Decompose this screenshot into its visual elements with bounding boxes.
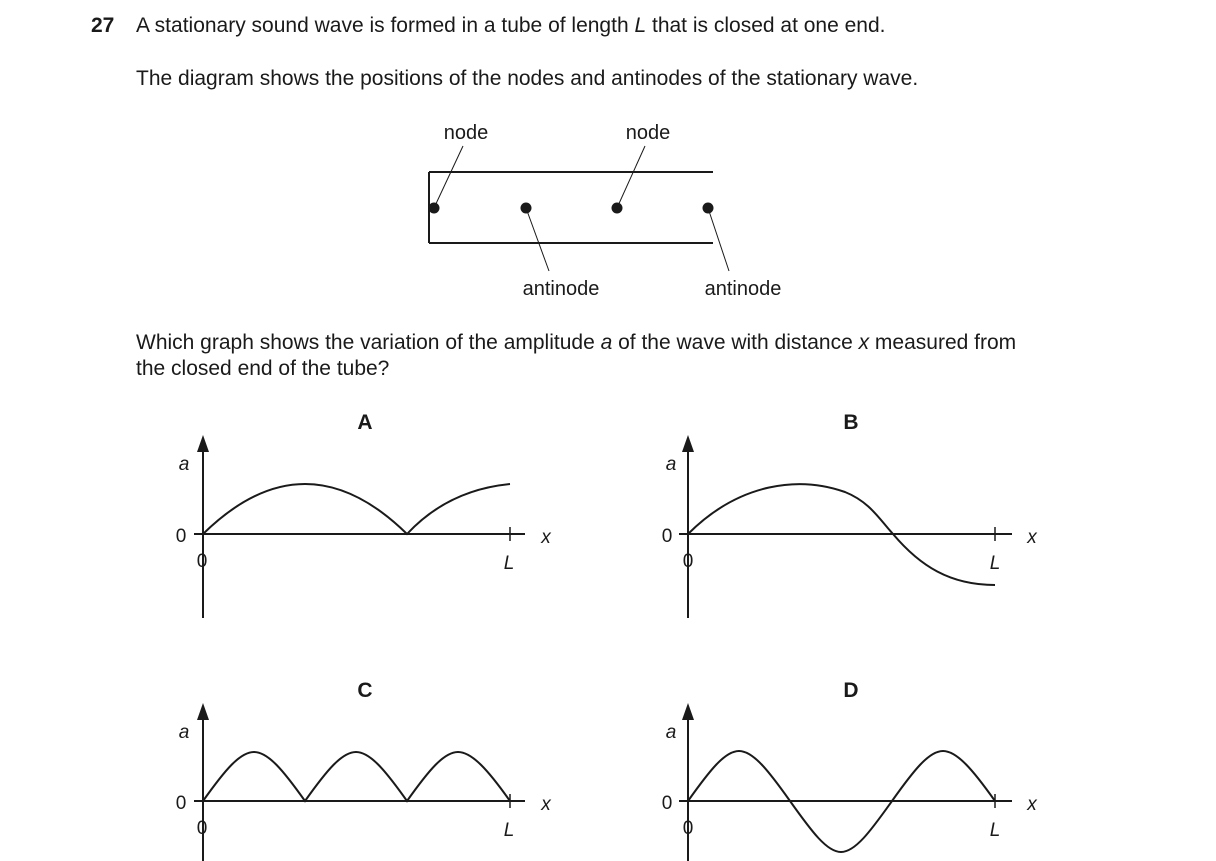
question-stem-line-2: The diagram shows the positions of the nodes and antinodes of the stationary wave.: [136, 67, 919, 90]
x-axis-label: x: [1027, 527, 1037, 548]
y-axis-arrow: [197, 703, 209, 720]
tube-diagram: [429, 146, 730, 271]
x-origin-tick: 0: [682, 818, 694, 839]
amplitude-curve: [203, 752, 510, 801]
x-axis-label: x: [541, 794, 551, 815]
graph-b: [662, 411, 1039, 618]
y-origin-tick: 0: [661, 526, 673, 547]
label-antinode-2: antinode: [704, 278, 782, 300]
label-antinode-1: antinode: [522, 278, 600, 300]
y-axis-label: a: [665, 722, 677, 743]
graph-d: [662, 679, 1039, 861]
label-node-1: node: [443, 122, 489, 144]
prompt-part: of the wave with distance: [612, 331, 859, 354]
y-axis-arrow: [682, 703, 694, 720]
option-label-c: C: [357, 679, 373, 702]
variable-L: L: [634, 14, 647, 37]
y-axis-arrow: [682, 435, 694, 452]
leader-line: [526, 208, 549, 271]
y-origin-tick: 0: [661, 793, 673, 814]
leader-line: [617, 146, 645, 208]
question-number: 27: [91, 14, 115, 37]
option-label-a: A: [357, 411, 373, 434]
graph-c: [176, 679, 553, 861]
x-axis-label: x: [1027, 794, 1037, 815]
y-origin-tick: 0: [175, 793, 187, 814]
prompt-part: measured from: [869, 331, 1017, 354]
y-axis-label: a: [665, 454, 677, 475]
x-axis-label: x: [541, 527, 551, 548]
option-label-d: D: [843, 679, 859, 702]
x-end-tick: L: [989, 553, 1001, 574]
prompt-part: Which graph shows the variation of the amplitude: [136, 331, 601, 354]
x-end-tick: L: [503, 820, 515, 841]
leader-line: [708, 208, 729, 271]
stem-text: A stationary sound wave is formed in a tube of length: [136, 14, 635, 37]
stem-text: that is closed at one end.: [646, 14, 886, 37]
leader-line: [434, 146, 463, 208]
variable-x: x: [858, 331, 870, 354]
x-end-tick: L: [503, 553, 515, 574]
y-origin-tick: 0: [175, 526, 187, 547]
x-end-tick: L: [989, 820, 1001, 841]
x-origin-tick: 0: [196, 551, 208, 572]
y-axis-label: a: [178, 722, 190, 743]
x-origin-tick: 0: [682, 551, 694, 572]
option-label-b: B: [843, 411, 859, 434]
x-origin-tick: 0: [196, 818, 208, 839]
amplitude-curve: [203, 484, 510, 534]
variable-a: a: [600, 331, 613, 354]
graph-a: [176, 411, 553, 618]
label-node-2: node: [625, 122, 671, 144]
y-axis-label: a: [178, 454, 190, 475]
y-axis-arrow: [197, 435, 209, 452]
question-prompt-line-2: the closed end of the tube?: [136, 357, 390, 380]
